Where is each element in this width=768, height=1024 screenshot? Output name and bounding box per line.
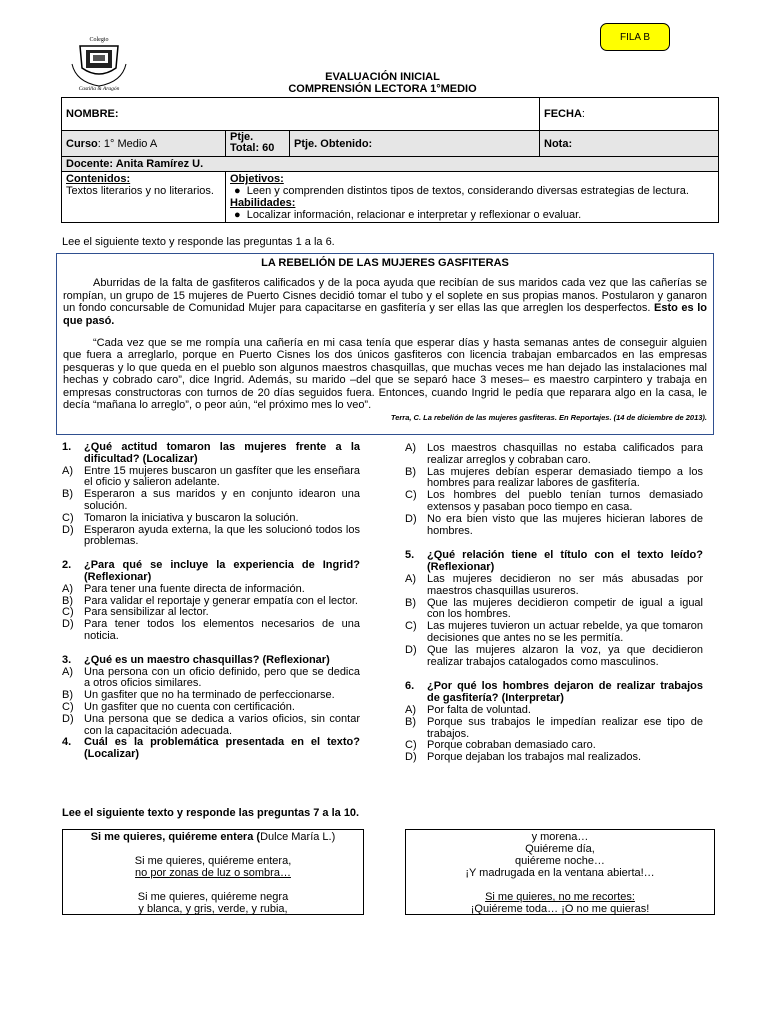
ptje-obtenido[interactable]: Ptje. Obtenido: [290,131,540,157]
poem-box-right [405,829,715,915]
question-5: 5. ¿Qué relación tiene el título con el texto leído? (Reflexionar) A) Las mujeres decidieron no ser más abusadas por maestros chasquillas usureros. B) Que las mujeres decidieron competir de igual a igual con los hombres. C) Las mujeres tuvieron un actuar rebelde, ya que tomaron decisiones que antes no se les permitía. D) Que las mujeres alzaron la voz, ya que decidieron realizar trabajos catalogados como masculinos. [405,549,703,668]
reading-title: LA REBELIÓN DE LAS MUJERES GASFITERAS [261,257,509,269]
answer-option[interactable]: D) No era bien visto que las mujeres hicieran labores de hombres. [405,512,703,537]
questions-left-column [62,442,360,761]
poem-line: Si me quieres, quiéreme entera, [134,855,292,867]
poem-line: Si me quieres, no me recortes: [485,891,635,903]
habilidades-label: Habilidades: [230,197,296,209]
answer-option[interactable]: D) Esperaron ayuda externa, la que les solucionó todos los problemas. [62,523,360,548]
answer-option[interactable]: D) Que las mujeres alzaron la voz, ya que decidieron realizar trabajos catalogados como masculinos. [405,643,703,668]
questions-right-column [405,443,703,764]
question-2: 2. ¿Para qué se incluye la experiencia de Ingrid? (Reflexionar) A) Para tener una fuente directa de información. B) Para validar el reportaje y generar empatía con el lector. C) Para sensibilizar al lector. D) Para tener todos los elementos necesarios de una noticia. [62,559,360,642]
answer-option[interactable]: B) Un gasfiter que no ha terminado de perfeccionarse. [62,689,335,702]
bullet-icon: ● [234,209,241,221]
question-4-options [405,443,703,537]
contenidos-cell [62,172,226,223]
poem-title: Si me quieres, quiéreme entera (Dulce María L.) [90,831,336,843]
poem-line: ¡Y madrugada en la ventana abierta!… [465,867,655,879]
answer-option[interactable]: A) Los maestros chasquillas no estaba calificados para realizar arreglos y cobraban caro. [405,442,703,466]
curso-cell [62,131,226,157]
poem-line: no por zonas de luz o sombra… [135,867,291,879]
answer-option[interactable]: A) Las mujeres decidieron no ser más abusadas por maestros chasquillas usureros. [405,572,703,597]
ptje-total: Ptje. Total: 60 [226,131,290,157]
question-4: 4. Cuál es la problemática presentada en el texto? (Localizar) [62,736,360,761]
curso-label: Curso [66,137,98,150]
answer-option[interactable]: B) Esperaron a sus maridos y en conjunto idearon una solución. [62,488,360,512]
answer-option[interactable]: B) Las mujeres debían esperar demasiado tiempo a los hombres para realizar labores de gasfitería. [405,465,703,490]
contenidos-label: Contenidos: [66,173,131,185]
answer-option[interactable]: D) Porque dejaban los trabajos mal realizados. [405,751,642,764]
objetivos-cell [226,172,719,223]
fila-badge [600,23,670,51]
poem-line: y morena… [531,831,589,843]
curso-value: : 1° Medio A [97,137,158,150]
answer-option[interactable]: B) Que las mujeres decidieron competir de igual a igual con los hombres. [405,596,703,621]
answer-option[interactable]: C) Un gasfiter que no cuenta con certificación. [62,700,295,713]
poem-line: Quiéreme día, [525,843,595,855]
intro-instructions-2: Lee el siguiente texto y responde las preguntas 7 a la 10. [62,807,360,819]
contenidos-value: Textos literarios y no literarios. [66,185,214,197]
answer-option[interactable]: A) Una persona con un oficio definido, pero que se dedica a otros oficios similares. [62,665,360,690]
bullet-icon: ● [234,185,241,197]
habilidad-item: ● Localizar información, relacionar e interpretar y reflexionar o evaluar. [234,209,582,221]
intro-instructions-1: Lee el siguiente texto y responde las preguntas 1 a la 6. [62,236,335,248]
objetivo-item: ● Leen y comprenden distintos tipos de textos, considerando diversas estrategias de lectura. [234,185,689,197]
reading-text-box [56,253,714,435]
question-3: 3. ¿Qué es un maestro chasquillas? (Reflexionar) A) Una persona con un oficio definido, pero que se dedica a otros oficios similares. B) Un gasfiter que no ha terminado de perfeccionarse. C) Un gasfiter que no cuenta con certificación. D) Una persona que se dedica a varios oficios, sin contar con la capacitación adecuada. [62,653,360,737]
answer-option[interactable]: D) Para tener todos los elementos necesarios de una noticia. [62,618,360,642]
question-6: 6. ¿Por qué los hombres dejaron de realizar trabajos de gasfitería? (Interpretar) A) Por falta de voluntad. B) Porque sus trabajos le impedían realizar ese tipo de trabajos. C) Porque cobraban demasiado caro. D) Porque dejaban los trabajos mal realizados. [405,680,703,764]
student-info-table [61,97,719,223]
fecha-label: FECHA [544,108,582,120]
poem-line: Si me quieres, quiéreme negra [137,891,289,903]
objetivos-label: Objetivos: [230,173,284,185]
answer-option[interactable]: A) Entre 15 mujeres buscaron un gasfíter que les enseñara el oficio y salieron adelante. [62,464,360,489]
poem-author: Dulce María L.) [260,831,336,843]
poem-line: y blanca, y gris, verde, y rubia, [138,903,288,915]
page-subtitle: COMPRENSIÓN LECTORA 1°MEDIO [288,83,477,95]
docente-cell: Docente: Anita Ramírez U. [62,157,719,172]
answer-option[interactable]: C) Porque cobraban demasiado caro. [405,739,596,752]
fila-label: FILA B [619,31,650,43]
reading-paragraph-1: Aburridas de la falta de gasfiteros calificados y de la poca ayuda que recibían de sus maridos cada vez que las cañerías se rompían, un grupo de 15 mujeres de Puerto Cisnes decidió tomar el tubo y el soplete en sus propias manos. Postularon y ganaron un fondo concursable de Comunidad Mujer para capacitarse en gasfitería y ser ellas las que arreglen los desperfectos. Esto es lo que pasó. [63,277,707,327]
answer-option[interactable]: A) Para tener una fuente directa de información. [62,582,305,595]
logo-top-text: Colegio [89,37,109,43]
answer-option[interactable]: B) Para validar el reportaje y generar empatía con el lector. [62,594,358,607]
answer-option[interactable]: B) Porque sus trabajos le impedían realizar ese tipo de trabajos. [405,715,703,740]
answer-option[interactable]: C) Los hombres del pueblo tenían turnos demasiado extensos y pasaban poco tiempo en casa. [405,489,703,513]
answer-option[interactable]: D) Una persona que se dedica a varios oficios, sin contar con la capacitación adecuada. [62,712,360,737]
answer-option[interactable]: C) Tomaron la iniciativa y buscaron la solución. [62,511,299,524]
poem-box-left [62,829,364,915]
fecha-cell[interactable]: FECHA: [540,98,719,131]
nota-field[interactable]: Nota: [540,131,719,157]
logo-bottom-text: Castilla & Aragón [78,86,120,92]
poem-line: quiéreme noche… [515,855,605,867]
reading-paragraph-1-bold: Esto es lo que pasó. [63,302,707,327]
answer-option[interactable]: C) Las mujeres tuvieron un actuar rebelde, ya que tomaron decisiones que antes no se les permitía. [405,620,703,644]
answer-option[interactable]: A) Por falta de voluntad. [405,703,531,716]
question-1: 1. ¿Qué actitud tomaron las mujeres frente a la dificultad? (Localizar) A) Entre 15 mujeres buscaron un gasfíter que les enseñara el oficio y salieron adelante. B) Esperaron a sus maridos y en conjunto idearon una solución. C) Tomaron la iniciativa y buscaron la solución. D) Esperaron ayuda externa, la que les solucionó todos los problemas. [62,441,360,548]
poem-line: ¡Quiéreme toda… ¡O no me quieras! [470,903,650,915]
nombre-cell[interactable] [62,98,540,131]
nombre-label: NOMBRE: [66,108,119,120]
page-title: EVALUACIÓN INICIAL [325,71,440,83]
reading-source: Terra, C. La rebelión de las mujeres gasfiteras. En Reportajes. (14 de diciembre de 2013). [390,413,707,423]
reading-paragraph-2: “Cada vez que se me rompía una cañería en mi casa tenía que esperar días y hasta semanas antes de conseguir alguien que fuera a arreglarlo, porque en Puerto Cisnes los dos únicos gasfiteros con licencia trabajan embarcados en las empresas pesqueras y lo que queda en el pueblo son algunos maestros chasquillas, que muchas veces me han dejado las instalaciones mal hechas y cobrado caro”, dice Ingrid. Además, su marido –del que se separó hace 3 meses– es maestro carpintero y trabaja en empresas constructoras con turnos de 20 días seguidos fuera. Entonces, cuando Ingrid le pedía que reparara algo en la casa, le decía “mañana lo arreglo”, o peor aún, “el próximo mes lo veo”. [63,337,707,412]
answer-option[interactable]: C) Para sensibilizar al lector. [62,606,209,619]
